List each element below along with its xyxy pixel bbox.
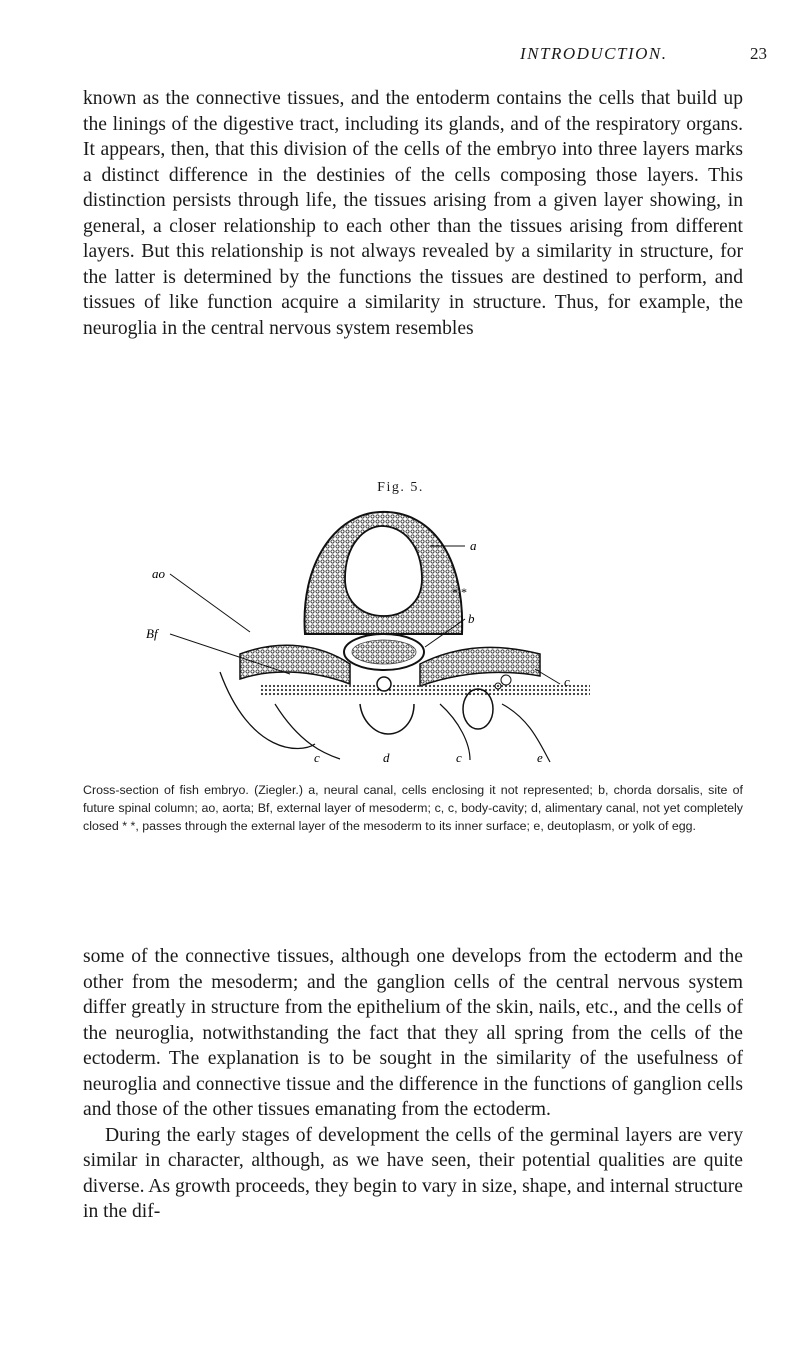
body-text-top [83, 86, 743, 341]
neural-canal [345, 526, 422, 616]
label-a: a [470, 538, 477, 553]
chorda-cells [352, 640, 416, 664]
body-cavity-right [440, 704, 470, 760]
label-c-bottom-left: c [314, 750, 320, 765]
alimentary-canal [360, 704, 414, 734]
deutoplasm-grain [501, 675, 511, 685]
leader-ao [170, 574, 250, 632]
figure-label: Fig. 5. [377, 480, 424, 495]
mesoderm-right [420, 647, 540, 686]
paragraph-1: known as the connective tissues, and the entoderm contains the cells that build up the linings of the digestive tract, including its glands, and of the respiratory organs. It appears, then, that this division of the cells of the embryo into three layers marks a distinct difference in the destinies of the cells composing those layers. This distinction persists through life, the tissues arising from a given layer showing, in general, a closer relationship to each other than the tissues arising from different layers. But this relationship is not always revealed by a similarity in structure, for the latter is determined by the functions the tissues are destined to perform, and tissues of like function acquire a similarity in structure. Thus, for example, the neuroglia in the central nervous system resembles [83, 88, 743, 339]
label-c-right: c [564, 674, 570, 689]
aorta [377, 677, 391, 691]
label-stars: * * [452, 585, 467, 599]
body-cavity-left [275, 704, 340, 759]
page-number: 23 [750, 44, 767, 63]
yolk-boundary [502, 704, 550, 762]
label-c-bottom-right: c [456, 750, 462, 765]
paragraph-3: During the early stages of development the cells of the germinal layers are very similar in character, although, as we have seen, their potential qualities are quite diverse. As growth proceeds, they begin to vary in size, shape, and internal structure in the dif- [83, 1124, 744, 1222]
running-title: INTRODUCTION. [520, 44, 668, 63]
page-header [0, 44, 801, 70]
label-b: b [468, 611, 475, 626]
mesoderm-left [240, 645, 350, 684]
label-d: d [383, 750, 390, 765]
embryo-cross-section-illustration [140, 504, 660, 766]
body-text-bottom [83, 944, 743, 1225]
figure-fish-embryo [140, 504, 660, 766]
label-e: e [537, 750, 543, 765]
outer-layer-left [220, 672, 315, 749]
label-bf: Bf [146, 626, 158, 641]
figure-caption: Cross-section of fish embryo. (Ziegler.) a, neural canal, cells enclosing it not represented; b, chorda dorsalis, site of future spinal column; ao, aorta; Bf, external layer of mesoderm; c, c, body-cavity; d, alimentary canal, not yet completely closed * *, passes through the external layer of the mesoderm to its inner surface; e, deutoplasm, or yolk of egg. [83, 783, 743, 833]
cell-band [260, 684, 590, 696]
label-ao: ao [152, 566, 165, 581]
paragraph-2: some of the connective tissues, although one develops from the ectoderm and the other from the mesoderm; and the ganglion cells of the central nervous system differ greatly in structure from the epithelium of the skin, nails, etc., and the cells of the neuroglia, notwithstanding the fact that they all spring from the cells of the ectoderm. The explanation is to be sought in the similarity of the usefulness of neuroglia and connective tissue and the difference in the functions of ganglion cells and those of the other tissues emanating from the ectoderm. [83, 946, 743, 1120]
